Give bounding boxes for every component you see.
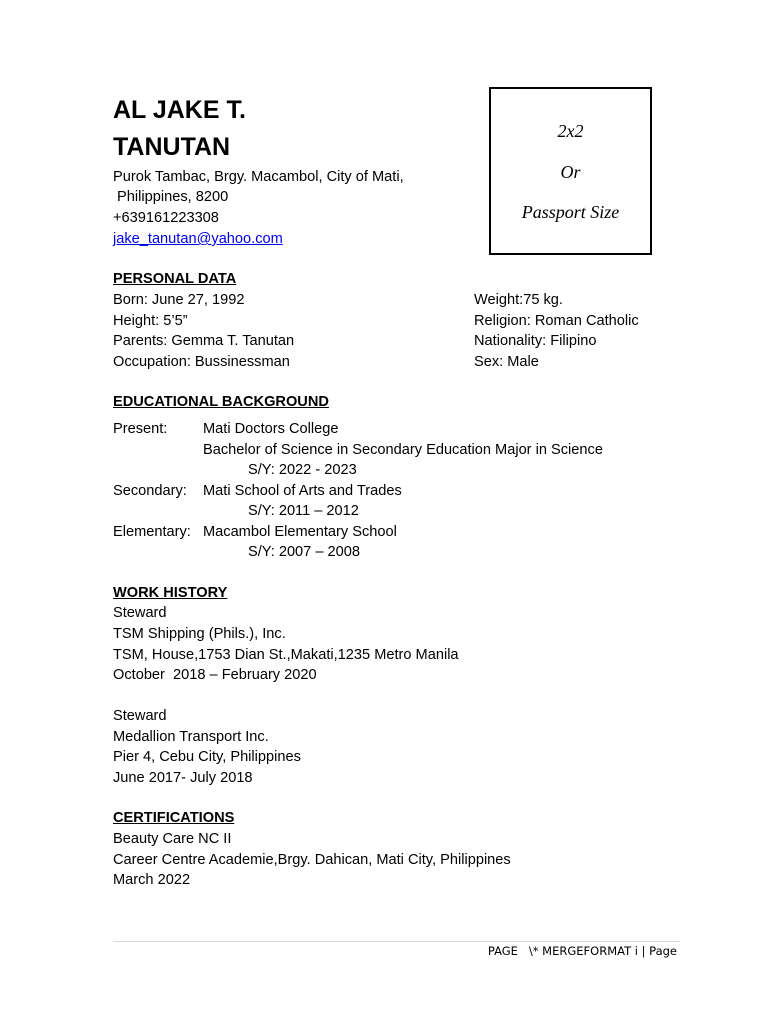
personal-nationality: Nationality: Filipino bbox=[474, 333, 597, 349]
footer-page-field: PAGE \* MERGEFORMAT i | Page bbox=[487, 944, 677, 958]
name-line-1: AL JAKE T. bbox=[113, 96, 246, 124]
job-1-company: TSM Shipping (Phils.), Inc. bbox=[113, 626, 286, 642]
personal-sex: Sex: Male bbox=[474, 354, 539, 370]
job-1-address: TSM, House,1753 Dian St.,Makati,1235 Metro Manila bbox=[113, 647, 459, 663]
job-2-company: Medallion Transport Inc. bbox=[113, 729, 269, 745]
education-elementary-sy: S/Y: 2007 – 2008 bbox=[248, 544, 360, 560]
education-present-label: Present: bbox=[113, 421, 168, 437]
personal-parents: Parents: Gemma T. Tanutan bbox=[113, 333, 295, 349]
personal-weight: Weight:75 kg. bbox=[474, 292, 563, 308]
education-secondary-school: Mati School of Arts and Trades bbox=[203, 483, 402, 499]
certification-date: March 2022 bbox=[113, 872, 191, 888]
education-secondary-label: Secondary: bbox=[113, 483, 187, 499]
education-present-course: Bachelor of Science in Secondary Education Major in Science bbox=[203, 442, 603, 458]
personal-religion: Religion: Roman Catholic bbox=[474, 313, 639, 329]
address-line-2: Philippines, 8200 bbox=[113, 189, 229, 205]
education-elementary-school: Macambol Elementary School bbox=[203, 524, 397, 540]
name-line-2: TANUTAN bbox=[113, 133, 231, 161]
address-line-1: Purok Tambac, Brgy. Macambol, City of Mati, bbox=[113, 169, 404, 185]
photo-size-line-2: Or bbox=[560, 162, 581, 182]
footer-divider bbox=[113, 941, 680, 942]
job-2-address: Pier 4, Cebu City, Philippines bbox=[113, 749, 301, 765]
work-history-heading: WORK HISTORY bbox=[113, 585, 228, 601]
certification-name: Beauty Care NC II bbox=[113, 831, 232, 847]
applicant-name bbox=[113, 92, 246, 166]
education-elementary-label: Elementary: bbox=[113, 524, 191, 540]
photo-size-line-3: Passport Size bbox=[521, 202, 620, 222]
education-heading: EDUCATIONAL BACKGROUND bbox=[113, 394, 329, 410]
education-secondary-sy: S/Y: 2011 – 2012 bbox=[248, 503, 359, 519]
personal-born: Born: June 27, 1992 bbox=[113, 292, 245, 308]
job-1-period: October 2018 – February 2020 bbox=[113, 667, 317, 683]
personal-height: Height: 5’5” bbox=[113, 313, 188, 329]
phone-number: +639161223308 bbox=[113, 210, 219, 226]
job-1-title: Steward bbox=[113, 605, 167, 621]
photo-size-line-1: 2x2 bbox=[557, 121, 584, 141]
certifications-heading: CERTIFICATIONS bbox=[113, 810, 235, 826]
job-2-period: June 2017- July 2018 bbox=[113, 770, 253, 786]
certification-institution: Career Centre Academie,Brgy. Dahican, Mati City, Philippines bbox=[113, 852, 511, 868]
education-present-sy: S/Y: 2022 - 2023 bbox=[248, 462, 357, 478]
photo-placeholder-box bbox=[489, 87, 652, 255]
education-present-school: Mati Doctors College bbox=[203, 421, 339, 437]
email-link[interactable]: jake_tanutan@yahoo.com bbox=[113, 231, 283, 247]
job-2-title: Steward bbox=[113, 708, 167, 724]
personal-data-heading: PERSONAL DATA bbox=[113, 271, 237, 287]
personal-occupation: Occupation: Bussinessman bbox=[113, 354, 290, 370]
